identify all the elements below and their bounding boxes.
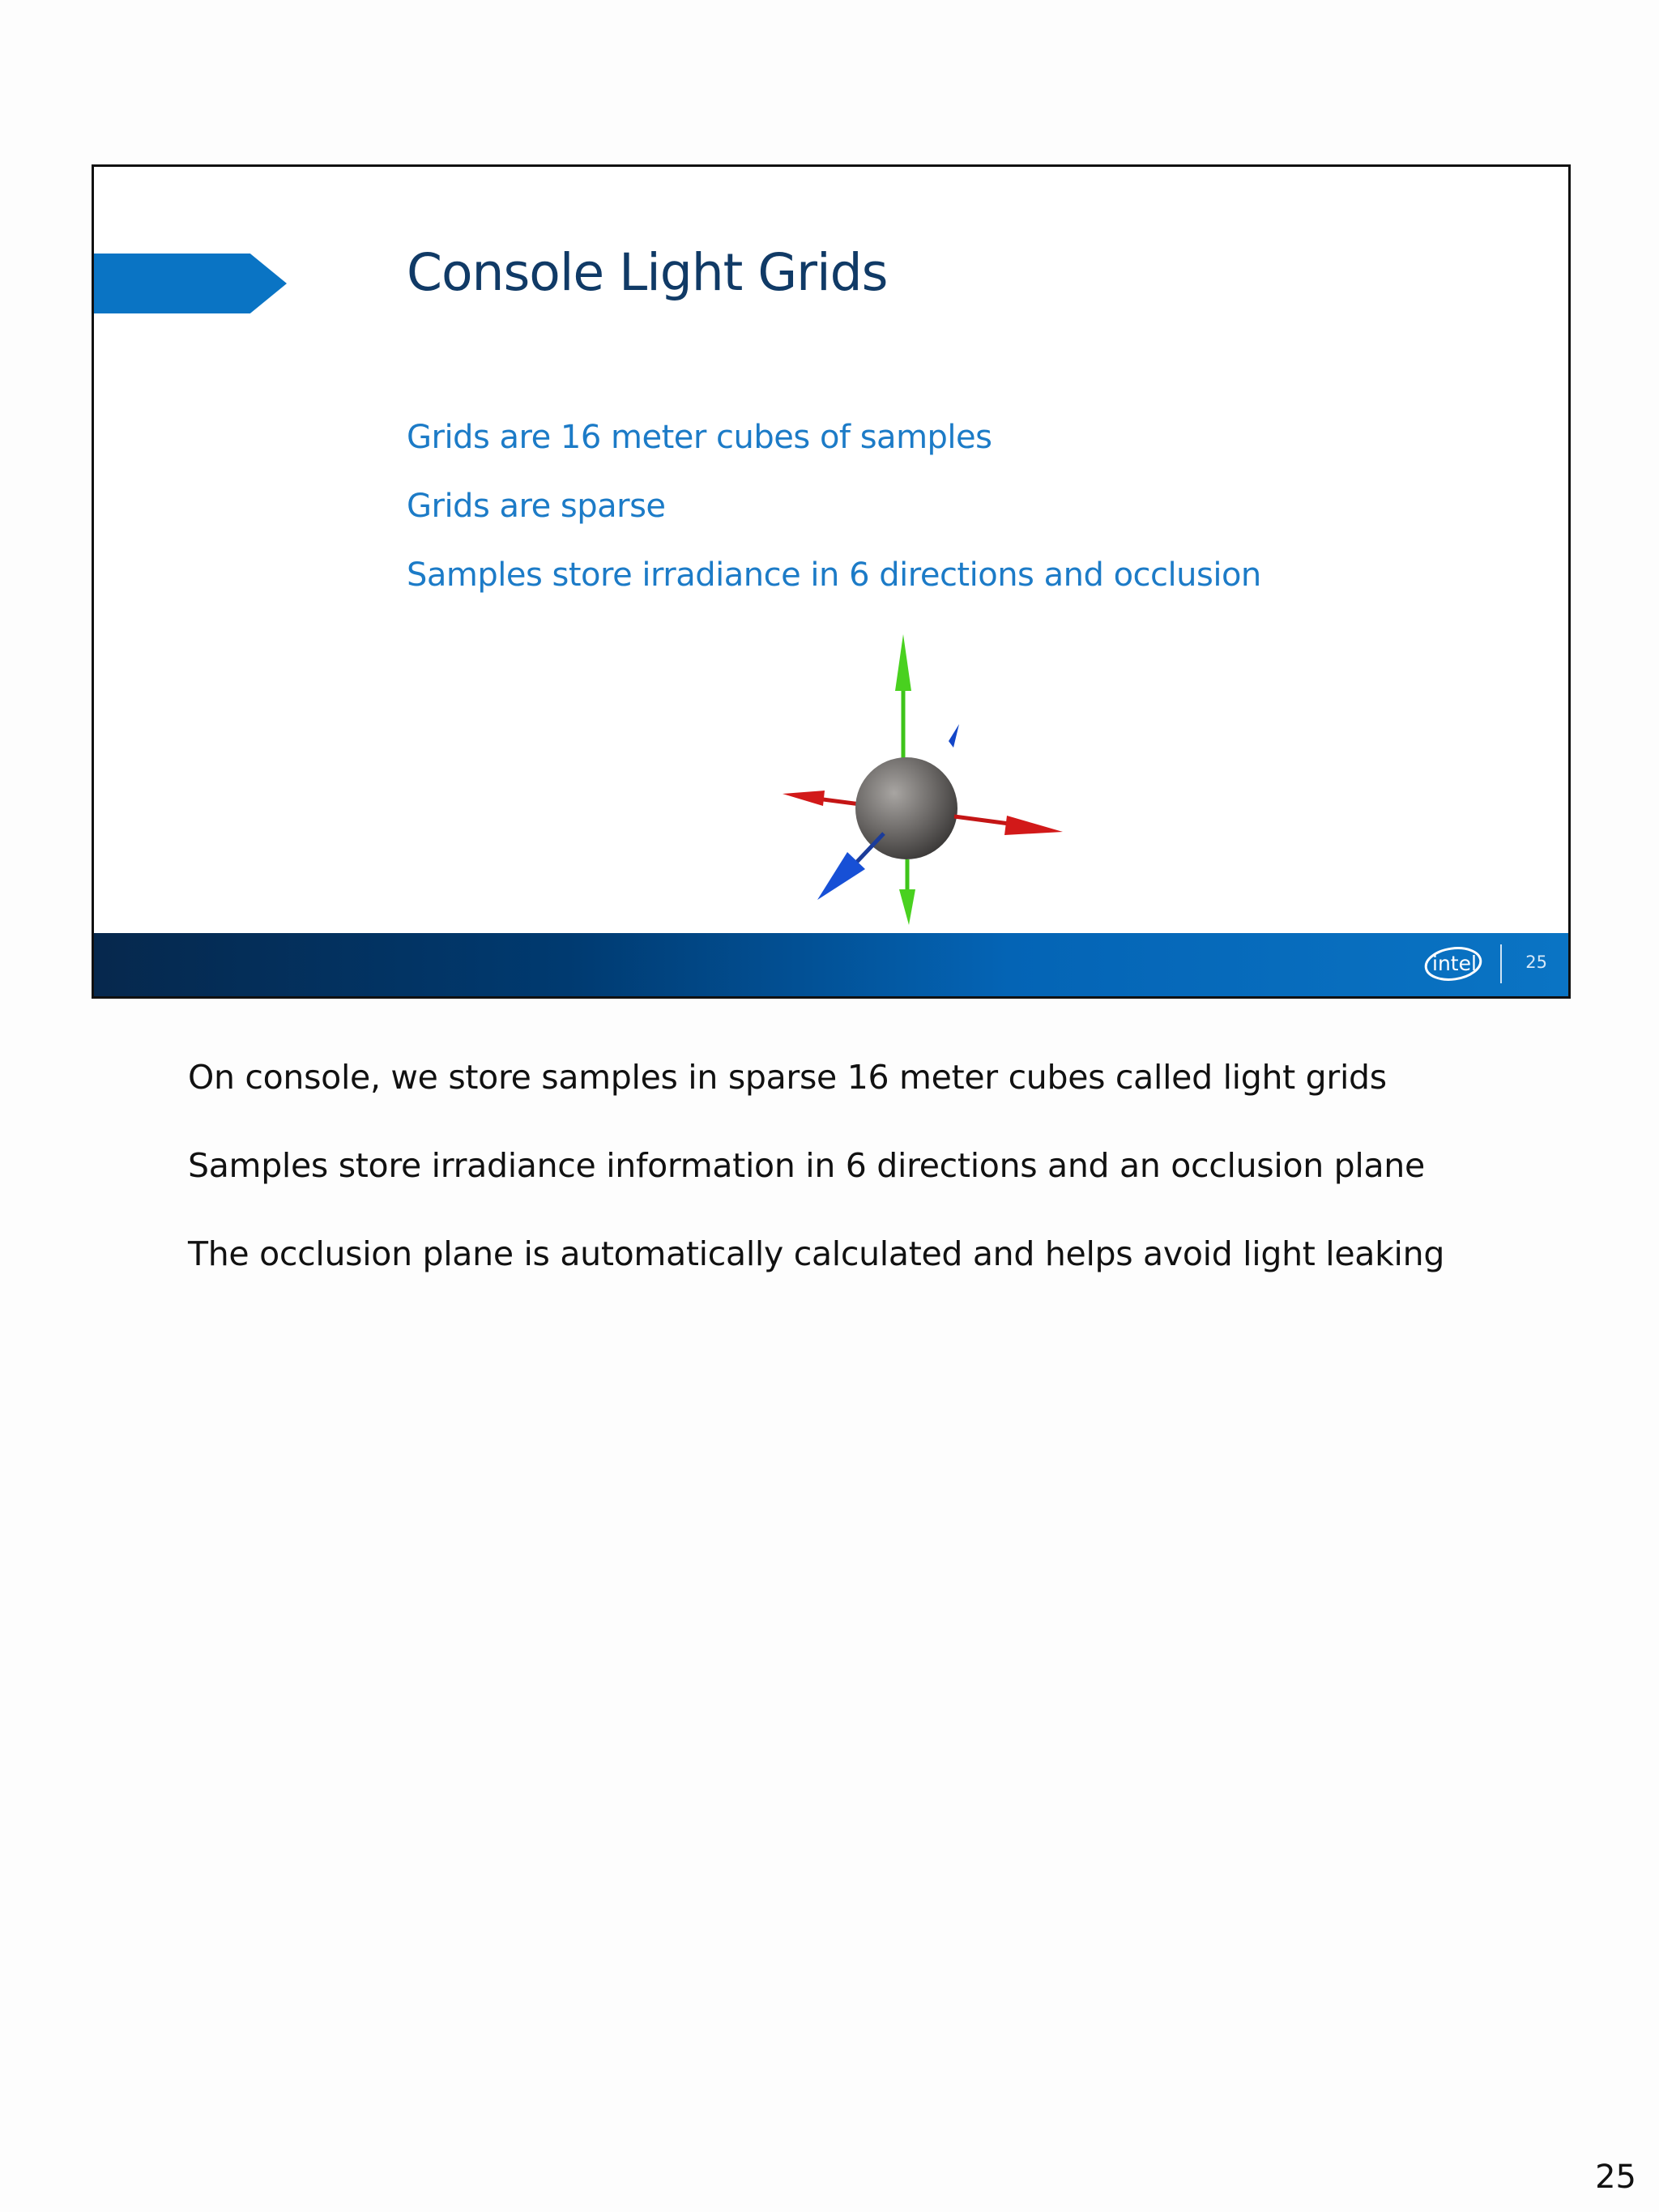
- z-axis-front-arrow: [817, 833, 884, 900]
- slide: [92, 164, 1571, 999]
- note-line: On console, we store samples in sparse 16 meter cubes called light grids: [188, 1058, 1387, 1097]
- sample-sphere: [855, 757, 957, 859]
- slide-page-number: 25: [1525, 953, 1547, 972]
- footer-bar: [94, 933, 1568, 996]
- x-axis-right-arrow: [954, 816, 1063, 835]
- irradiance-axes-diagram: [685, 616, 1123, 940]
- note-line: Samples store irradiance information in 6 directions and an occlusion plane: [188, 1146, 1425, 1185]
- note-line: The occlusion plane is automatically calculated and helps avoid light leaking: [188, 1234, 1445, 1273]
- y-axis-down-arrow: [899, 859, 915, 925]
- slide-title: Console Light Grids: [407, 243, 888, 302]
- footer-divider: [1500, 944, 1502, 983]
- slide-bullet: Grids are 16 meter cubes of samples: [407, 419, 992, 456]
- svg-text:intel: intel: [1432, 952, 1477, 975]
- z-axis-back-arrow: [949, 724, 959, 748]
- slide-bullet: Samples store irradiance in 6 directions and occlusion: [407, 556, 1261, 594]
- intel-logo-icon: [1424, 944, 1487, 982]
- page-number: 25: [1595, 2159, 1636, 2196]
- accent-arrow-shape: [94, 254, 287, 313]
- y-axis-up-arrow: [895, 634, 911, 778]
- slide-bullet: Grids are sparse: [407, 488, 666, 525]
- speaker-notes: [188, 1057, 1444, 1322]
- slide-bullet-list: [407, 417, 1261, 624]
